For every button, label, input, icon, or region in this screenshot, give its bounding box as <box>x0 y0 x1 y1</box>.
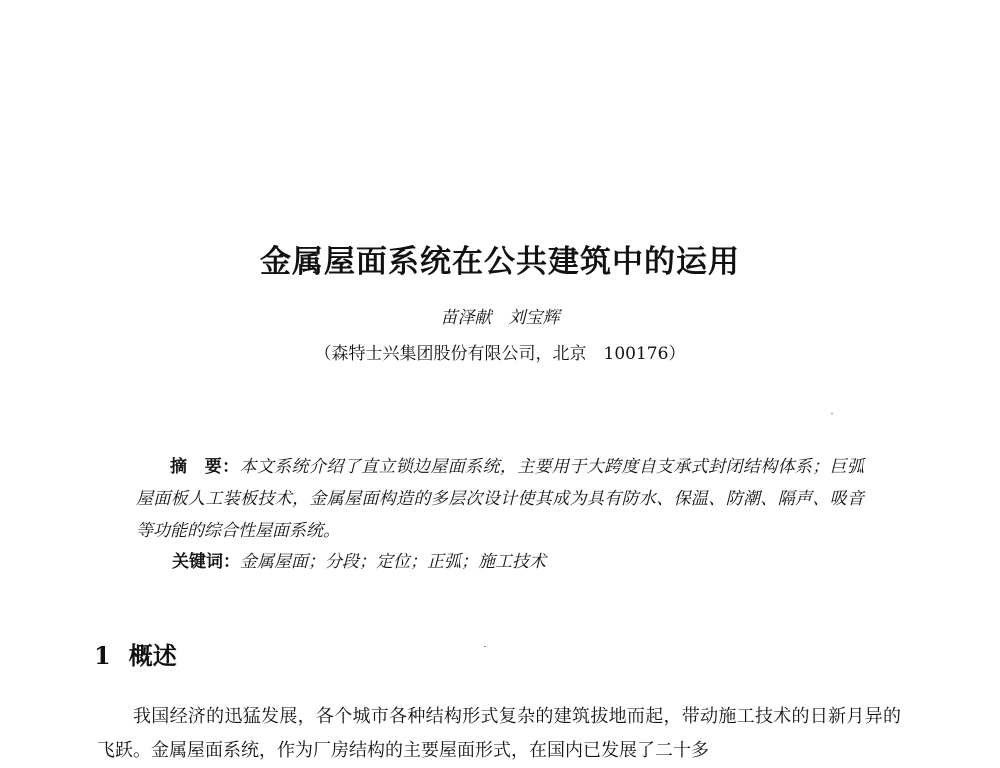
keywords-line <box>172 547 872 572</box>
paper-affiliation: （森特士兴集团股份有限公司，北京 100176） <box>314 344 686 364</box>
paper-authors: 苗泽献 刘宝辉 <box>440 308 560 328</box>
keywords-label: 关键词： <box>172 552 240 572</box>
scan-speck <box>484 646 486 647</box>
abstract-text: 本文系统介绍了直立锁边屋面系统，主要用于大跨度自支承式封闭结构体系；巨弧屋面板人工装板技术，金属屋面构造的多层次设计使其成为具有防水、保温、防潮、隔声、吸音等功能的综合性屋面系统。 <box>136 457 864 541</box>
abstract-paragraph <box>136 451 864 547</box>
section-number: 1 <box>94 641 111 670</box>
abstract-label: 摘 要： <box>170 457 240 477</box>
keywords-text: 金属屋面；分段；定位；正弧；施工技术 <box>240 552 546 572</box>
scan-speck <box>831 413 833 414</box>
section-title: 概述 <box>128 642 177 670</box>
section-heading <box>94 636 177 671</box>
section-body-paragraph: 我国经济的迅猛发展，各个城市各种结构形式复杂的建筑拔地而起，带动施工技术的日新月异的飞跃。金属屋面系统，作为厂房结构的主要屋面形式，在国内已发展了二十多 <box>97 706 901 761</box>
paper-title: 金属屋面系统在公共建筑中的运用 <box>260 244 740 280</box>
